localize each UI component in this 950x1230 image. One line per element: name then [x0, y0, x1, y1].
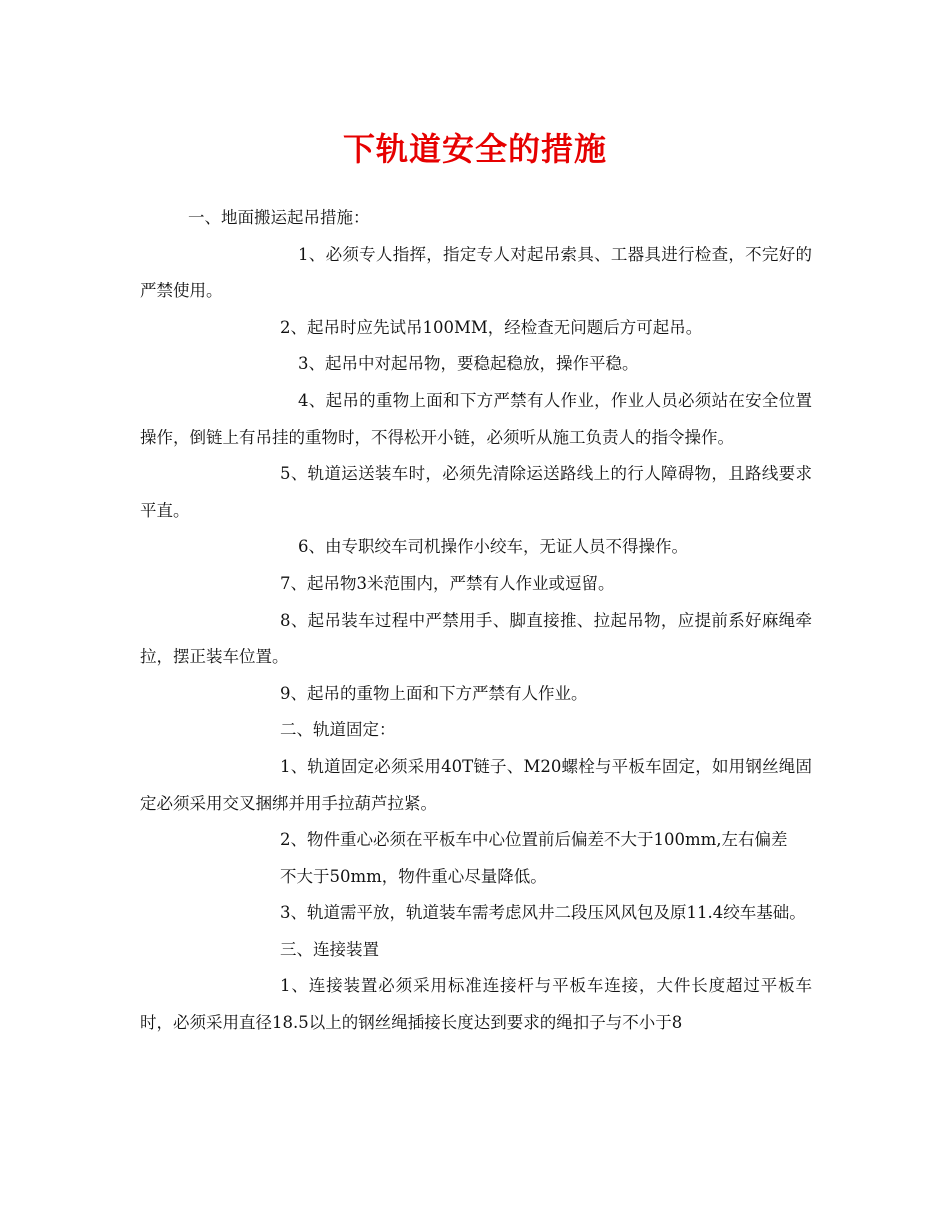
paragraph: 1、必须专人指挥，指定专人对起吊索具、工器具进行检查，不完好的严禁使用。	[140, 244, 812, 301]
paragraph: 2、起吊时应先试吊100MM，经检查无问题后方可起吊。	[280, 317, 703, 337]
section-heading: 二、轨道固定：	[280, 720, 396, 740]
paragraph: 不大于50mm，物件重心尽量降低。	[280, 866, 547, 886]
document-body	[140, 200, 812, 1042]
paragraph: 4、起吊的重物上面和下方严禁有人作业，作业人员必须站在安全位置操作，倒链上有吊挂的重物时，不得松开小链，必须听从施工负责人的指令操作。	[140, 390, 812, 447]
paragraph: 9、起吊的重物上面和下方严禁有人作业。	[280, 683, 588, 703]
paragraph: 6、由专职绞车司机操作小绞车，无证人员不得操作。	[298, 537, 688, 557]
paragraph: 3、起吊中对起吊物，要稳起稳放，操作平稳。	[298, 354, 639, 374]
section-heading: 三、连接装置	[280, 939, 379, 959]
paragraph: 5、轨道运送装车时，必须先清除运送路线上的行人障碍物，且路线要求平直。	[140, 464, 812, 520]
paragraph: 2、物件重心必须在平板车中心位置前后偏差不大于100mm,左右偏差	[280, 830, 788, 850]
document-title: 下轨道安全的措施	[342, 130, 607, 168]
paragraph: 8、起吊装车过程中严禁用手、脚直接推、拉起吊物，应提前系好麻绳牵拉，摆正装车位置。	[140, 610, 812, 667]
paragraph: 3、轨道需平放，轨道装车需考虑风井二段压风风包及原11.4绞车基础。	[280, 903, 806, 923]
paragraph: 7、起吊物3米范围内，严禁有人作业或逗留。	[280, 573, 615, 593]
section-heading: 一、地面搬运起吊措施：	[188, 208, 370, 227]
paragraph: 1、连接装置必须采用标准连接杆与平板车连接，大件长度超过平板车时，必须采用直径18.5以上的钢丝绳插接长度达到要求的绳扣子与不小于8	[140, 976, 812, 1033]
paragraph: 1、轨道固定必须采用40T链子、M20螺栓与平板车固定，如用钢丝绳固定必须采用交叉捆绑并用手拉葫芦拉紧。	[140, 756, 812, 813]
